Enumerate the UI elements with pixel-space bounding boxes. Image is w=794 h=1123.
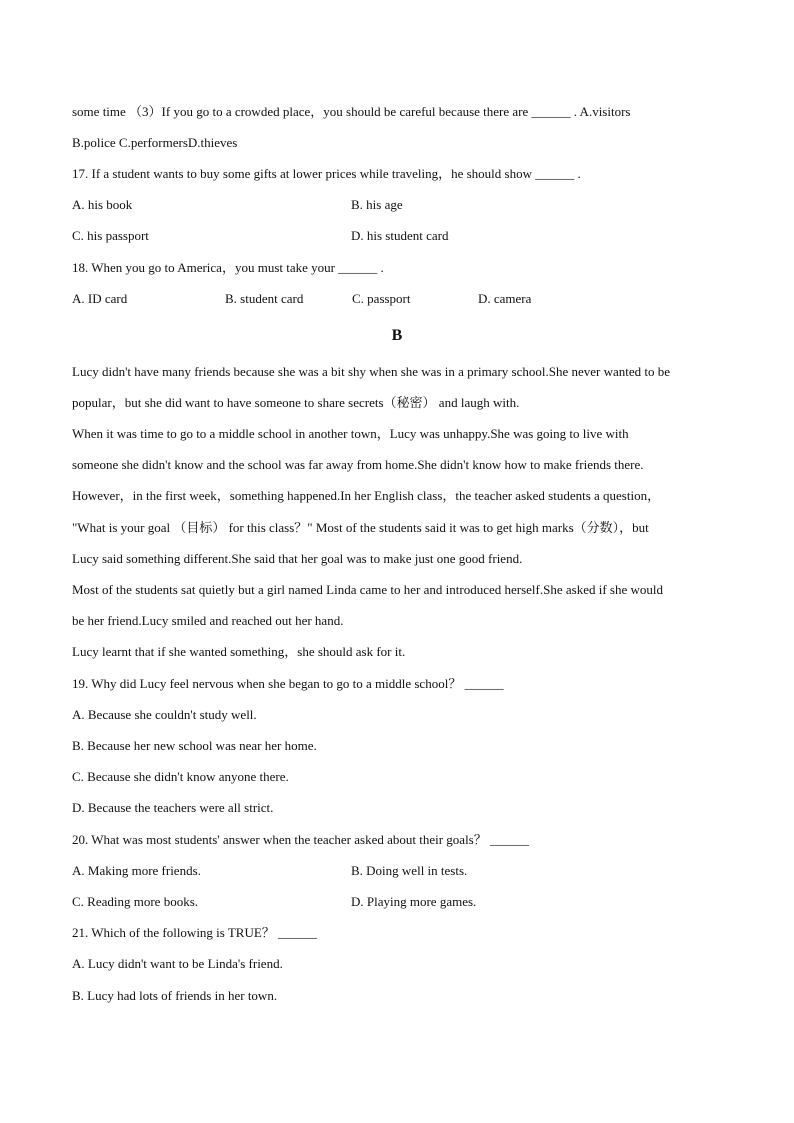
question-17-text: 17. If a student wants to buy some gifts at lower prices while traveling，he should show ______ .	[72, 166, 581, 181]
question-21-text: 21. Which of the following is TRUE？ ______	[72, 925, 318, 940]
question-19-option-d: D. Because the teachers were all strict.	[72, 800, 274, 815]
question-18-option-b: B. student card	[225, 291, 304, 306]
passage-line: Lucy didn't have many friends because she was a bit shy when she was in a primary school.She never wanted to be	[72, 364, 671, 379]
passage-line: When it was time to go to a middle school in another town，Lucy was unhappy.She was going to live with	[72, 426, 629, 441]
question-19-option-a: A. Because she couldn't study well.	[72, 707, 257, 722]
question-19-option-b: B. Because her new school was near her home.	[72, 738, 317, 753]
question-20-option-a: A. Making more friends.	[72, 863, 201, 878]
question-21-option-b: B. Lucy had lots of friends in her town.	[72, 988, 278, 1003]
passage-line: However，in the first week，something happened.In her English class，the teacher asked students a question，	[72, 488, 661, 503]
question-17-option-a: A. his book	[72, 197, 133, 212]
question-19-option-c: C. Because she didn't know anyone there.	[72, 769, 289, 784]
question-18-option-d: D. camera	[478, 291, 532, 306]
question-17-option-b: B. his age	[351, 197, 403, 212]
section-b-heading: B	[391, 327, 403, 344]
question-17-option-c: C. his passport	[72, 228, 149, 243]
passage-line: someone she didn't know and the school was far away from home.She didn't know how to make friends there.	[72, 457, 644, 472]
question-20-option-b: B. Doing well in tests.	[351, 863, 468, 878]
question-18-text: 18. When you go to America，you must take your ______ .	[72, 260, 384, 275]
question-20-option-d: D. Playing more games.	[351, 894, 477, 909]
passage-line: Most of the students sat quietly but a girl named Linda came to her and introduced herself.She asked if she would	[72, 582, 663, 597]
passage-line: popular，but she did want to have someone to share secrets（秘密） and laugh with.	[72, 395, 520, 410]
passage-line: be her friend.Lucy smiled and reached out her hand.	[72, 613, 344, 628]
question-20-option-c: C. Reading more books.	[72, 894, 199, 909]
passage-line: Lucy learnt that if she wanted something，she should ask for it.	[72, 644, 406, 659]
question-19-text: 19. Why did Lucy feel nervous when she began to go to a middle school？ ______	[72, 676, 504, 691]
question-18-option-c: C. passport	[352, 291, 411, 306]
question-16-options-line: B.police C.performersD.thieves	[72, 135, 238, 150]
question-21-option-a: A. Lucy didn't want to be Linda's friend.	[72, 956, 283, 971]
question-16-text-line-1: some time （3）If you go to a crowded place，you should be careful because there are ______ . A.visitors	[72, 104, 631, 119]
question-20-text: 20. What was most students' answer when the teacher asked about their goals？ ______	[72, 832, 529, 847]
question-17-option-d: D. his student card	[351, 228, 449, 243]
passage-line: Lucy said something different.She said that her goal was to make just one good friend.	[72, 551, 523, 566]
passage-line: "What is your goal （目标） for this class？" Most of the students said it was to get high marks（分数），but	[72, 520, 649, 535]
question-18-option-a: A. ID card	[72, 291, 128, 306]
